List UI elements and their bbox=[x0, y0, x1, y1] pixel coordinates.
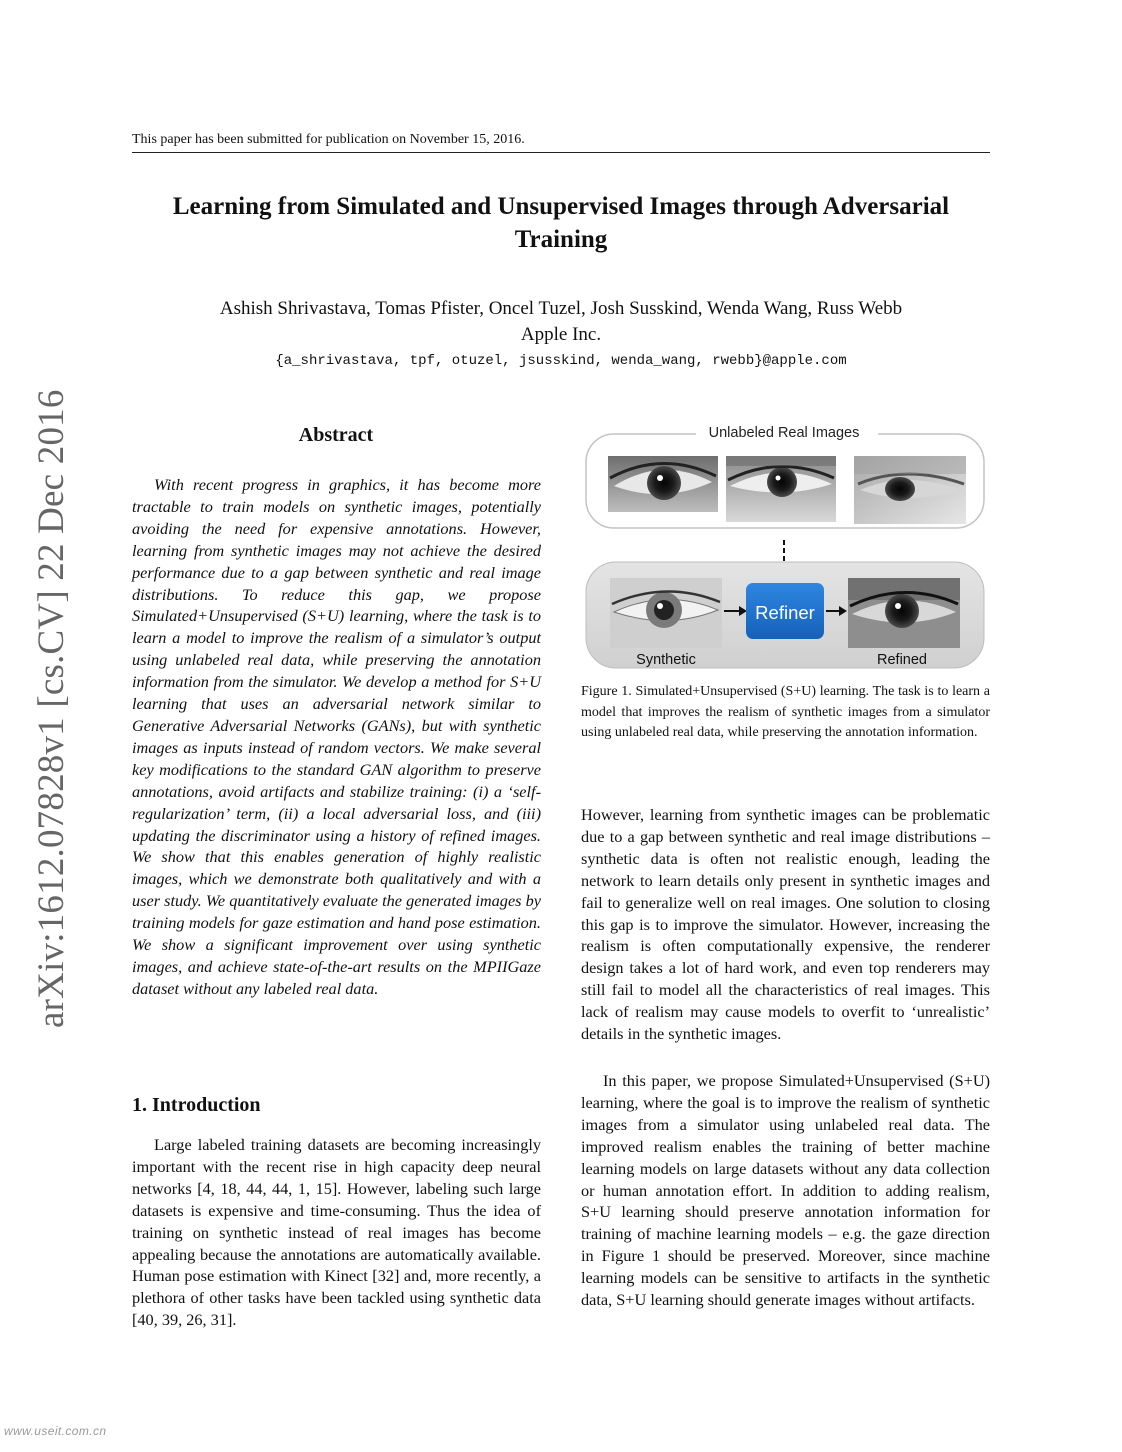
author-list: Ashish Shrivastava, Tomas Pfister, Oncel Tuzel, Josh Susskind, Wenda Wang, Russ Webb bbox=[219, 298, 903, 319]
real-eye-image bbox=[854, 456, 966, 524]
real-eye-image bbox=[608, 456, 718, 512]
refined-eye-image bbox=[848, 578, 960, 648]
figure-1 bbox=[584, 420, 986, 674]
arxiv-identifier: arXiv:1612.07828v1 [cs.CV] 22 Dec 2016 bbox=[31, 389, 72, 1028]
author-block bbox=[132, 296, 990, 348]
real-eye-image bbox=[726, 456, 836, 522]
header-rule bbox=[132, 152, 990, 153]
paper-title: Learning from Simulated and Unsupervised Images through Adversarial Training bbox=[172, 193, 950, 253]
author-emails: {a_shrivastava, tpf, otuzel, jsusskind, wenda_wang, rwebb}@apple.com bbox=[275, 353, 847, 369]
figure-caption: Figure 1. Simulated+Unsupervised (S+U) learning. The task is to learn a model that improves the realism of synthetic images from a simulator using unlabeled real data, while preserving the annotation information. bbox=[581, 684, 990, 740]
refined-label: Refined bbox=[877, 652, 927, 668]
real-images-label: Unlabeled Real Images bbox=[708, 425, 860, 441]
watermark: www.useit.com.cn bbox=[4, 1424, 107, 1438]
abstract-heading: Abstract bbox=[298, 424, 374, 446]
body-paragraph: However, learning from synthetic images can be problematic due to a gap between synthetic and real image distributions – synthetic data is often not realistic enough, leading the network to learn details only present in synthetic images and fail to generalize well on real images. One solution to closing this gap is to improve the simulator. However, increasing the realism is often computationally expensive, the renderer design takes a lot of hard work, and even top renderers may still fail to model all the characteristics of real images. This lack of realism may cause models to overfit to ‘unrealistic’ details in the synthetic images. bbox=[581, 805, 990, 1044]
synthetic-label: Synthetic bbox=[636, 652, 696, 668]
introduction-paragraph: Large labeled training datasets are becoming increasingly important with the recent rise in high capacity deep neural networks [4, 18, 44, 44, 1, 15]. However, labeling such large datasets is expensive and time-consuming. Thus the idea of training on synthetic instead of real images has become appealing because the annotations are automatically available. Human pose estimation with Kinect [32] and, more recently, a plethora of other tasks have been tackled using synthetic data [40, 39, 26, 31]. bbox=[132, 1135, 541, 1330]
affiliation: Apple Inc. bbox=[520, 324, 602, 345]
introduction-heading: 1. Introduction bbox=[132, 1094, 261, 1116]
abstract-text: With recent progress in graphics, it has become more tractable to train models on synthetic images, potentially avoiding the need for expensive annotations. However, learning from synthetic images may not achieve the desired performance due to a gap between synthetic and real image distributions. To reduce this gap, we propose Simulated+Unsupervised (S+U) learning, where the task is to learn a model to improve the realism of a simulator’s output using unlabeled real data, while preserving the annotation information from the simulator. We develop a method for S+U learning that uses an adversarial network similar to Generative Adversarial Networks (GANs), but with synthetic images as inputs instead of random vectors. We make several key modifications to the standard GAN algorithm to preserve annotations, avoid artifacts and stabilize training: (i) a ‘self-regularization’ term, (ii) a local adversarial loss, and (iii) updating the discriminator using a history of refined images. We show that this enables generation of highly realistic images, which we demonstrate both qualitatively and with a user study. We quantitatively evaluate the generated images by training models for gaze estimation and hand pose estimation. We show a significant improvement over using synthetic images, and achieve state-of-the-art results on the MPIIGaze dataset without any labeled real data. bbox=[132, 475, 541, 998]
refiner-label: Refiner bbox=[755, 602, 815, 623]
submission-note: This paper has been submitted for publication on November 15, 2016. bbox=[132, 132, 525, 147]
body-paragraph: In this paper, we propose Simulated+Unsupervised (S+U) learning, where the goal is to improve the realism of synthetic images from a simulator using unlabeled real data. The improved realism enables the training of better machine learning models on large datasets without any data collection or human annotation effort. In addition to adding realism, S+U learning should preserve annotation information for training of machine learning models – e.g. the gaze direction in Figure 1 should be preserved. Moreover, since machine learning models can be sensitive to artifacts in the synthetic data, S+U learning should generate images without artifacts. bbox=[581, 1071, 990, 1310]
synthetic-eye-image bbox=[610, 578, 722, 648]
